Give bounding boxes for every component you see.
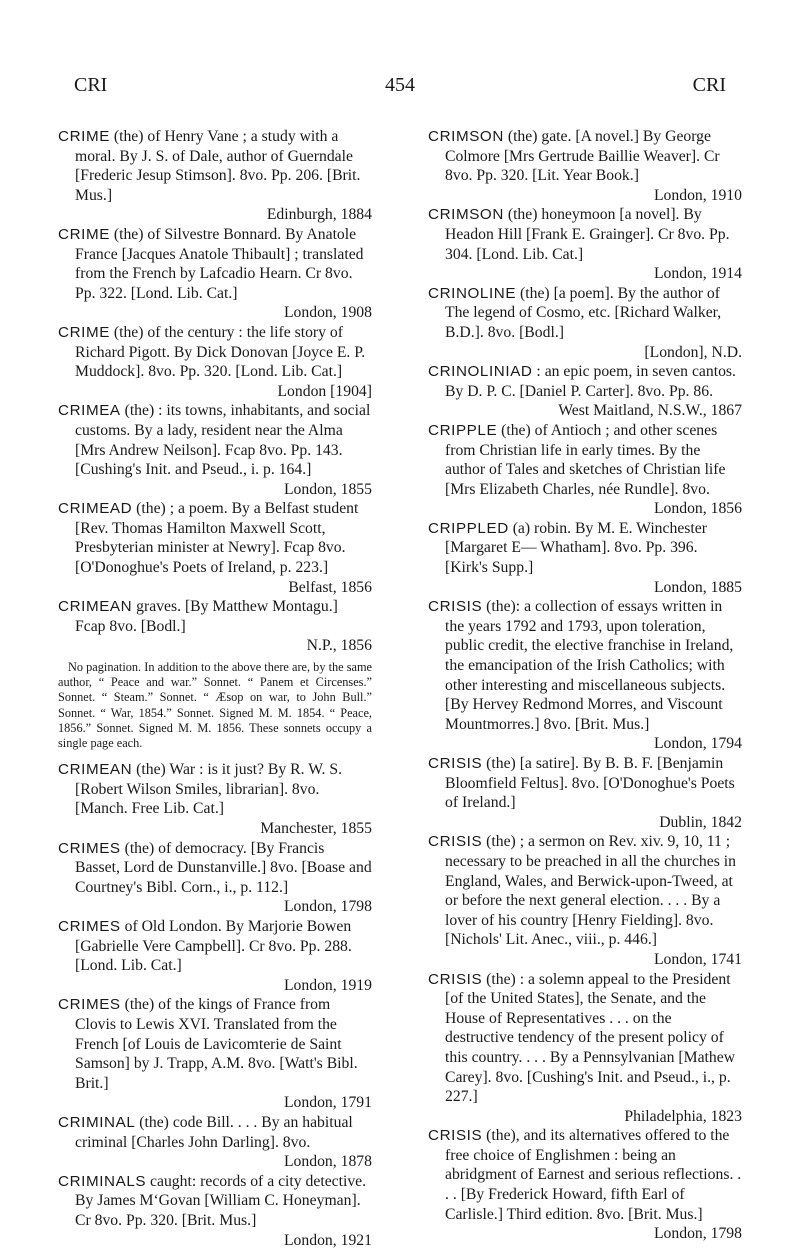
catalog-entry (445, 205, 742, 283)
entry-headword: CRIME (58, 324, 110, 341)
catalog-entry (75, 127, 372, 225)
entry-description: (the) : a solemn appeal to the President [of the United States], the Senate, and the House of Representatives . . . on the destructive tendency of the present policy of this country. . . . By a Pennsylvanian [Mathew Carey]. 8vo. [Cushing's Init. and Pseud., i., p. 227.] (445, 971, 735, 1106)
entry-headword: CRIMES (58, 840, 121, 857)
catalog-entry (445, 519, 742, 597)
catalog-entry (75, 499, 372, 597)
entry-headword: CRIMSON (428, 206, 504, 223)
entry-headword: CRIME (58, 128, 110, 145)
entry-imprint: London, 1885 (445, 578, 742, 598)
entry-headword: CRIPPLE (428, 422, 497, 439)
catalog-entry (445, 597, 742, 754)
entry-headword: CRINOLINE (428, 285, 516, 302)
left-column (58, 127, 372, 1250)
entry-description: (the) of Henry Vane ; a study with a moral. By J. S. of Dale, author of Guerndale [Frederic Jesup Stimson]. 8vo. Pp. 206. [Brit. Mus.] (75, 128, 360, 204)
entry-imprint: London, 1908 (75, 303, 372, 323)
catalog-entry (75, 597, 372, 656)
entry-headword: CRISIS (428, 755, 482, 772)
entry-description: (the) [a poem]. By the author of The legend of Cosmo, etc. [Richard Walker, B.D.]. 8vo. [Bodl.] (445, 285, 721, 341)
entry-imprint: London, 1910 (445, 186, 742, 206)
catalog-entry (445, 832, 742, 969)
entry-headword: CRISIS (428, 971, 482, 988)
entry-description: (the) War : is it just? By R. W. S. [Robert Wilson Smiles, librarian]. 8vo. [Manch. Free Lib. Cat.] (75, 761, 342, 817)
entry-imprint: Belfast, 1856 (75, 578, 372, 598)
catalog-entry (445, 1126, 742, 1244)
entry-description: (the) of the kings of France from Clovis to Lewis XVI. Translated from the French [of Louis de Lavicomterie de Saint Samson] by J. Trapp, A.M. 8vo. [Watt's Bibl. Brit.] (75, 996, 358, 1091)
entry-description: caught: records of a city detective. By James M‘Govan [William C. Honeyman]. Cr 8vo. Pp. 320. [Brit. Mus.] (75, 1173, 366, 1229)
catalog-entry (75, 401, 372, 499)
entry-description: (a) robin. By M. E. Winchester [Margaret E— Whatham]. 8vo. Pp. 396. [Kirk's Supp.] (445, 520, 707, 576)
catalog-entry (75, 225, 372, 323)
catalog-entry (445, 362, 742, 421)
running-head-right: CRI (693, 74, 726, 97)
entry-imprint: Manchester, 1855 (75, 819, 372, 839)
entry-headword: CRIMINAL (58, 1114, 135, 1131)
entry-imprint: London, 1856 (445, 499, 742, 519)
entry-imprint: London [1904] (75, 382, 372, 402)
right-column (428, 127, 742, 1244)
catalog-entry (75, 917, 372, 995)
entry-headword: CRIMEAD (58, 500, 132, 517)
catalog-entry (75, 1113, 372, 1172)
entry-imprint: London, 1741 (445, 950, 742, 970)
entry-headword: CRIPPLED (428, 520, 509, 537)
entry-imprint: N.P., 1856 (75, 636, 372, 656)
catalog-entry (75, 995, 372, 1113)
catalog-entry (445, 421, 742, 519)
entry-headword: CRIMEA (58, 402, 121, 419)
entry-imprint: West Maitland, N.S.W., 1867 (445, 401, 742, 421)
entry-imprint: London, 1791 (75, 1093, 372, 1113)
entry-description: (the) of democracy. [By Francis Basset, Lord de Dunstanville.] 8vo. [Boase and Courtney's Bibl. Corn., i., p. 112.] (75, 840, 372, 896)
entry-imprint: Dublin, 1842 (445, 813, 742, 833)
entry-headword: CRIMES (58, 918, 121, 935)
catalog-entry (445, 127, 742, 205)
catalog-entry (445, 284, 742, 362)
entry-description: (the) honeymoon [a novel]. By Headon Hill [Frank E. Grainger]. Cr 8vo. Pp. 304. [Lond. Lib. Cat.] (445, 206, 730, 262)
entry-headword: CRISIS (428, 833, 482, 850)
catalog-entry (75, 323, 372, 401)
entry-headword: CRIMSON (428, 128, 504, 145)
entry-description: of Old London. By Marjorie Bowen [Gabrielle Vere Campbell]. Cr 8vo. Pp. 288. [Lond. Lib. Cat.] (75, 918, 352, 974)
entry-headword: CRIMES (58, 996, 121, 1013)
entry-description: (the) of the century : the life story of Richard Pigott. By Dick Donovan [Joyce E. P. Muddock]. 8vo. Pp. 320. [Lond. Lib. Cat.] (75, 324, 365, 380)
entry-description: : an epic poem, in seven cantos. By D. P. C. [Daniel P. Carter]. 8vo. Pp. 86. (445, 363, 736, 400)
entry-description: (the) ; a sermon on Rev. xiv. 9, 10, 11 ; necessary to be preached in all the churches in England, Wales, and Berwick-upon-Tweed, at or before the next general election. . . . By a lover of his country [Henry Fielding]. 8vo. [Nichols' Lit. Anec., viii., p. 446.] (445, 833, 736, 948)
entry-headword: CRISIS (428, 598, 482, 615)
entry-imprint: London, 1919 (75, 976, 372, 996)
running-head-left: CRI (74, 74, 107, 97)
entry-description: (the) of Antioch ; and other scenes from Christian life in early times. By the author of Tales and sketches of Christian life [Mrs Elizabeth Charles, née Rundle]. 8vo. (445, 422, 725, 498)
entry-description: (the) : its towns, inhabitants, and social customs. By a lady, resident near the Alma [Mrs Andrew Neilson]. Fcap 8vo. Pp. 143. [Cushing's Init. and Pseud., i. p. 164.] (75, 402, 370, 478)
catalog-entry (75, 839, 372, 917)
entry-imprint: London, 1794 (445, 734, 742, 754)
entry-imprint: London, 1921 (75, 1231, 372, 1250)
entry-description: (the) [a satire]. By B. B. F. [Benjamin Bloomfield Feltus]. 8vo. [O'Donoghue's Poets of Ireland.] (445, 755, 735, 811)
page-header (72, 74, 728, 104)
entry-note: No pagination. In addition to the above there are, by the same author, “ Peace and war.” Sonnet. “ Panem et Circenses.” Sonnet. “ Steam.” Sonnet. “ Æsop on war, to John Bull.” Sonnet. “ War, 1854.” Sonnet. Signed M. M. 1854. “ Peace, 1856.” Sonnet. Signed M. M. 1856. These sonnets occupy a single page each. (58, 660, 372, 751)
entry-imprint: London, 1914 (445, 264, 742, 284)
entry-imprint: London, 1878 (75, 1152, 372, 1172)
entry-description: graves. [By Matthew Montagu.] Fcap 8vo. [Bodl.] (75, 598, 338, 635)
entry-headword: CRIMEAN (58, 761, 132, 778)
entry-description: (the) gate. [A novel.] By George Colmore [Mrs Gertrude Baillie Weaver]. Cr 8vo. Pp. 320. [Lit. Year Book.] (445, 128, 720, 184)
entry-description: (the) of Silvestre Bonnard. By Anatole France [Jacques Anatole Thibault] ; translated from the French by Lafcadio Hearn. Cr 8vo. Pp. 322. [Lond. Lib. Cat.] (75, 226, 364, 302)
entry-headword: CRIMINALS (58, 1173, 146, 1190)
catalog-entry (75, 1172, 372, 1250)
entry-imprint: Philadelphia, 1823 (445, 1107, 742, 1127)
entry-headword: CRISIS (428, 1127, 482, 1144)
entry-headword: CRIMEAN (58, 598, 132, 615)
catalog-entry (445, 970, 742, 1127)
catalog-entry (75, 760, 372, 838)
entry-description: (the) code Bill. . . . By an habitual criminal [Charles John Darling]. 8vo. (75, 1114, 353, 1151)
entry-imprint: London, 1798 (445, 1224, 742, 1244)
entry-description: (the), and its alternatives offered to the free choice of Englishmen : being an abridgment of Earnest and serious reflections. . . . [By Frederick Howard, fifth Earl of Carlisle.] Third edition. 8vo. [Brit. Mus.] (445, 1127, 741, 1222)
entry-imprint: London, 1855 (75, 480, 372, 500)
entry-imprint: London, 1798 (75, 897, 372, 917)
entry-description: (the) ; a poem. By a Belfast student [Rev. Thomas Hamilton Maxwell Scott, Presbyterian minister at Newry]. Fcap 8vo. [O'Donoghue's Poets of Ireland, p. 223.] (75, 500, 358, 576)
entry-headword: CRIME (58, 226, 110, 243)
page-number: 454 (72, 74, 728, 97)
entry-headword: CRINOLINIAD (428, 363, 533, 380)
entry-imprint: [London], N.D. (445, 343, 742, 363)
catalog-entry (445, 754, 742, 832)
entry-imprint: Edinburgh, 1884 (75, 205, 372, 225)
entry-description: (the): a collection of essays written in the years 1792 and 1793, upon toleration, public credit, the elective franchise in Ireland, the emancipation of the Irish Catholics; with other interesting and miscellaneous subjects. [By Hervey Redmond Morres, and Viscount Mountmorres.] 8vo. [Brit. Mus.] (445, 598, 733, 733)
